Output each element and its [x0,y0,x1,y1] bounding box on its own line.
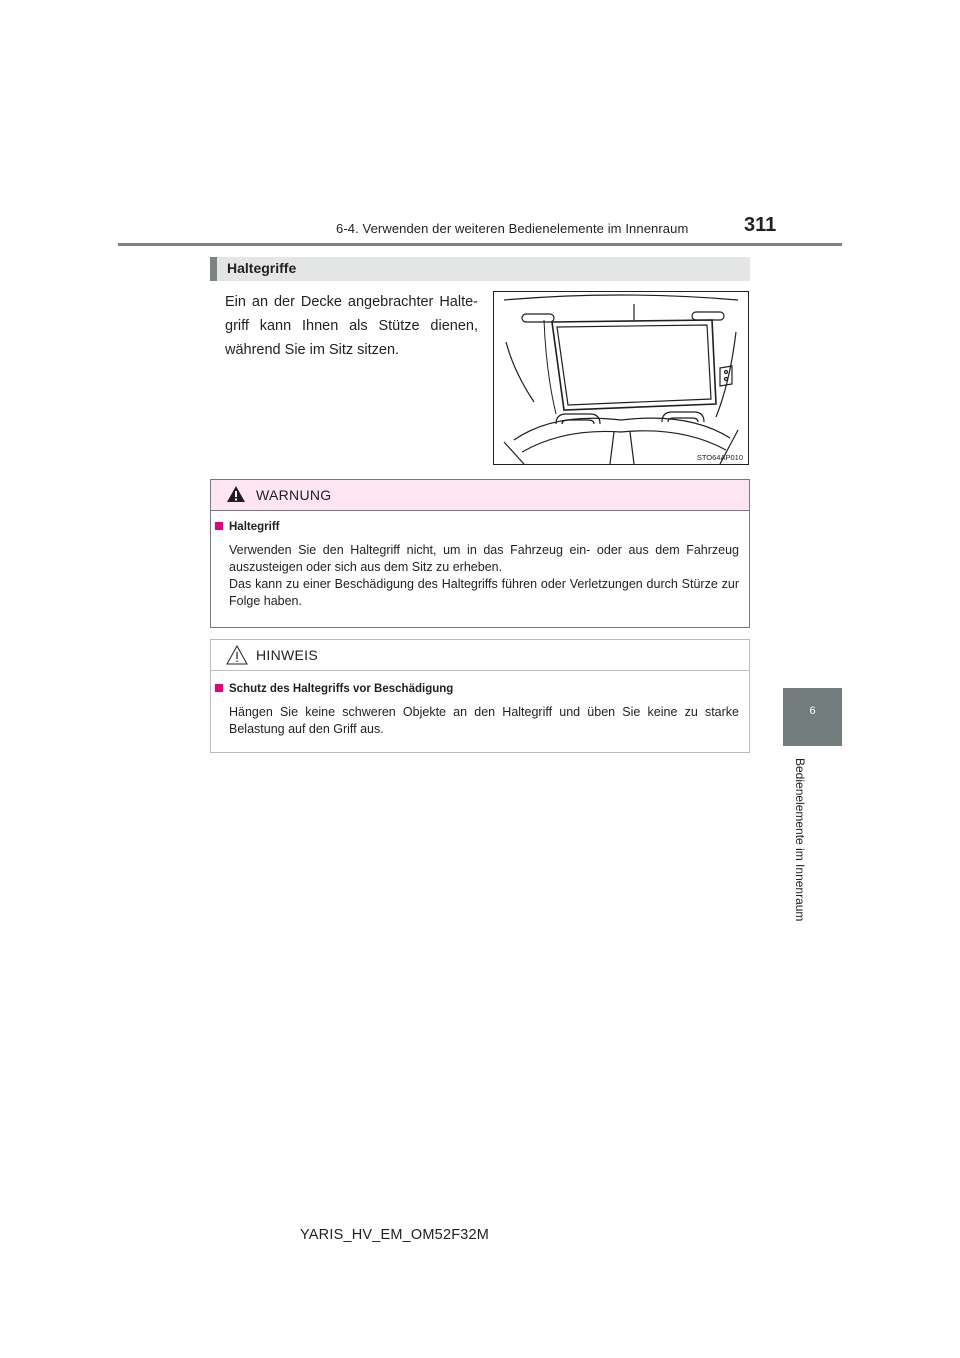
notice-title: HINWEIS [256,647,318,663]
warning-item-paragraph-2: Das kann zu einer Beschädigung des Haltegriffs führen oder Verletzungen durch Stürze zur Folge haben. [229,577,739,608]
document-code: YARIS_HV_EM_OM52F32M [300,1227,490,1243]
warning-box [210,479,750,628]
section-heading [210,257,750,281]
section-body-text: Ein an der Decke angebrachter Halte-griff kann Ihnen als Stütze dienen, während Sie im Sitz sitzen. [225,294,478,358]
warning-item-title-text: Haltegriff [229,521,280,533]
warning-header [211,480,749,511]
notice-header [211,640,749,671]
notice-item-title-text: Schutz des Haltegriffs vor Beschädigung [229,683,454,695]
warning-title: WARNUNG [256,487,332,503]
car-ceiling-drawing [494,292,748,464]
notice-triangle-icon [226,645,248,665]
chapter-tab [783,688,842,746]
chapter-tab-label: Bedienelemente im Innenraum [793,758,807,922]
illustration-code: STO64AP010 [696,453,743,462]
notice-item-title [215,683,453,695]
page-number: 311 [744,214,777,236]
section-heading-bar [210,257,217,281]
section-heading-text: Haltegriffe [227,260,297,276]
header-rule [118,243,842,246]
notice-box [210,639,750,753]
notice-item-text: Hängen Sie keine schweren Objekte an den Haltegriff und üben Sie keine zu starke Belastung auf den Griff aus. [229,705,739,736]
warning-item-title [215,521,279,533]
chapter-title: 6-4. Verwenden der weiteren Bedienelemente im Innenraum [336,221,689,236]
assist-grip-illustration [493,291,749,465]
warning-item-text [229,542,739,610]
warning-item-paragraph-1: Verwenden Sie den Haltegriff nicht, um in das Fahrzeug ein- oder aus dem Fahrzeug auszusteigen oder sich aus dem Sitz zu erheben. [229,543,739,574]
chapter-tab-number: 6 [809,705,816,717]
warning-item-marker [215,522,223,530]
notice-item-marker [215,684,223,692]
warning-triangle-icon [226,485,246,503]
